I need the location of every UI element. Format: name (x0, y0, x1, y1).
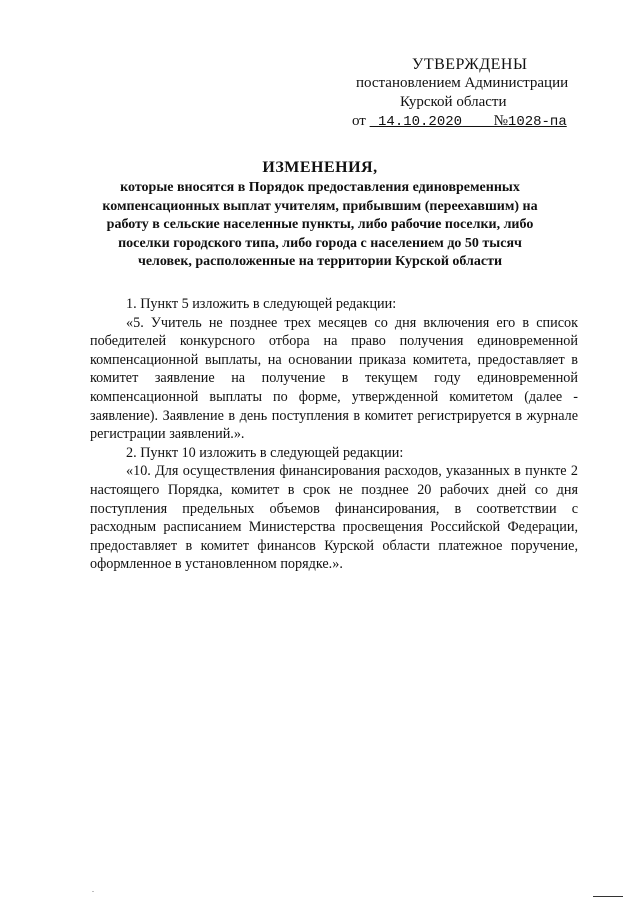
paragraph-item-1: 1. Пункт 5 изложить в следующей редакции: (126, 296, 397, 312)
title-line-3: работу в сельские населенные пункты, либо рабочие поселки, либо (106, 217, 534, 232)
title-line-4: поселки городского типа, либо города с населением до 50 тысяч (118, 235, 522, 251)
document-body (90, 295, 578, 574)
approved-heading: УТВЕРЖДЕНЫ (412, 56, 528, 73)
title-line-2: компенсационных выплат учителям, прибывшим (переехавшим) на (102, 198, 538, 214)
date-prefix: от (352, 113, 366, 129)
approval-date: 14.10.2020 (378, 114, 463, 130)
title-line-1: которые вносятся в Порядок предоставления единовременных (120, 180, 520, 195)
paragraph-item-2: 2. Пункт 10 изложить в следующей редакции: (126, 444, 404, 461)
approval-stamp-block (340, 55, 600, 132)
number-prefix: № (493, 113, 508, 129)
document-title: ИЗМЕНЕНИЯ, (262, 159, 378, 176)
paragraph-point-10: «10. Для осуществления финансирования расходов, указанных в пункте 2 настоящего Порядка, комитет в срок не позднее 20 рабочих дней со дня поступления предельных объемов финансирования, в соответствии с расходным расписанием Министерства просвещения Российской Федерации, предоставляет в комитет финансов Курской области платежное поручение, оформленное в установленном порядке.». (90, 463, 578, 573)
approval-number: 1028-па (507, 114, 567, 130)
document-title-block (100, 157, 540, 272)
approval-region: Курской области (400, 94, 507, 110)
footer-divider (593, 896, 623, 897)
approval-date-number-line (352, 112, 600, 132)
paragraph-point-5: «5. Учитель не позднее трех месяцев со дня включения его в список победителей конкурсного отбора на право получения единовременной компенсационной выплаты, на основании приказа комитета, предоставляет в комитет заявление на получение в текущем году единовременной компенсационной выплаты по форме, утвержденной комитетом (далее - заявление). Заявление в день поступления в комитет регистрируется в журнале регистрации заявлений.». (90, 314, 578, 443)
title-line-5: человек, расположенные на территории Курской области (137, 254, 503, 269)
approval-decree: постановлением Администрации (356, 75, 569, 91)
footer-mark: . (92, 885, 94, 894)
